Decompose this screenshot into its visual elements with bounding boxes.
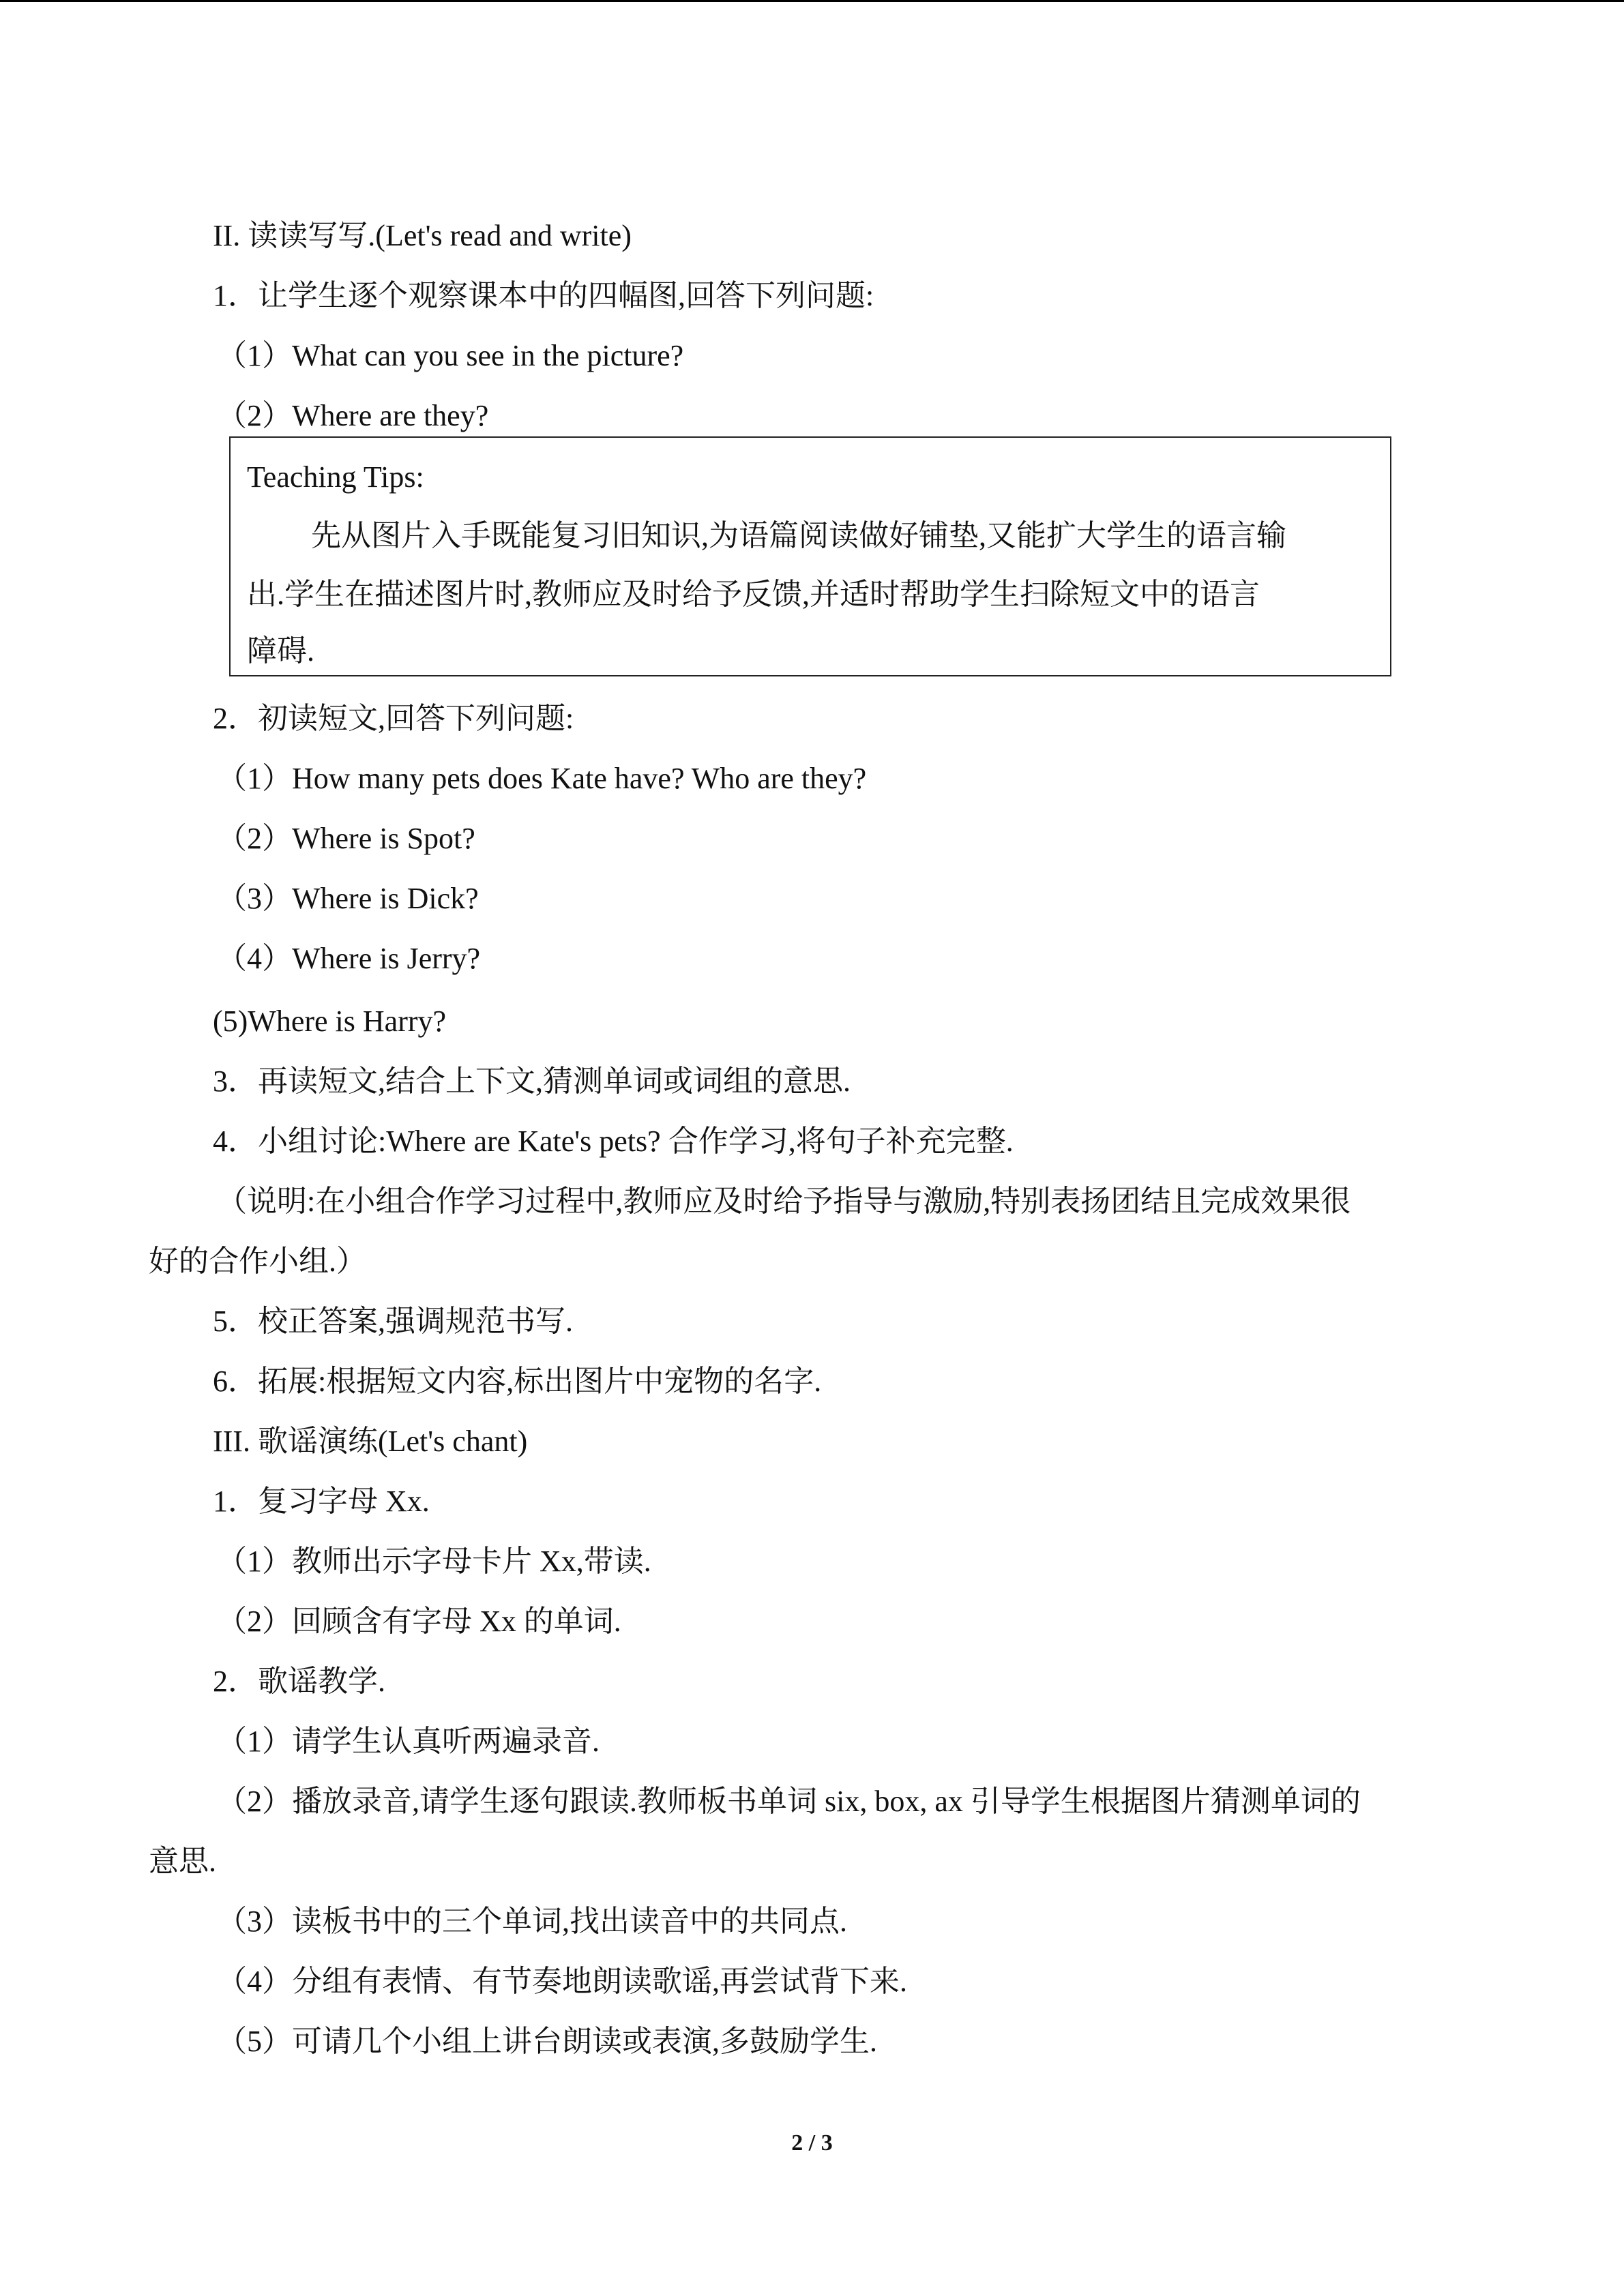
teaching-tips-line-1: 先从图片入手既能复习旧知识,为语篇阅读做好铺垫,又能扩大学生的语言输 [311, 519, 1286, 552]
teaching-tips-line-2: 出.学生在描述图片时,教师应及时给予反馈,并适时帮助学生扫除短文中的语言 [247, 578, 1260, 611]
chant-step-2: 2．歌谣教学. [213, 1665, 385, 1698]
read-step-4: 4．小组讨论:Where are Kate's pets? 合作学习,将句子补充完整. [213, 1124, 1014, 1158]
chant-step-2-item-5: （5）可请几个小组上讲台朗读或表演,多鼓励学生. [217, 2025, 877, 2058]
chant-step-2-item-3: （3）读板书中的三个单词,找出读音中的共同点. [217, 1905, 847, 1938]
chant-step-2-item-1: （1）请学生认真听两遍录音. [217, 1725, 600, 1758]
read-step-2-question-1: （1）How many pets does Kate have? Who are they? [217, 762, 867, 795]
chant-step-2-item-2-line-1: （2）播放录音,请学生逐句跟读.教师板书单词 six, box, ax 引导学生根据图片猜测单词的 [217, 1785, 1361, 1818]
read-step-5: 5．校正答案,强调规范书写. [213, 1304, 573, 1338]
read-step-1-question-2: （2）Where are they? [217, 399, 489, 432]
read-step-2-question-2: （2）Where is Spot? [217, 822, 475, 855]
chant-step-2-item-2-line-2: 意思. [149, 1845, 216, 1878]
read-step-6: 6．拓展:根据短文内容,标出图片中宠物的名字. [213, 1365, 822, 1398]
chant-step-1: 1．复习字母 Xx. [213, 1485, 430, 1518]
read-step-2-question-4: （4）Where is Jerry? [217, 942, 481, 975]
read-step-1-question-1: （1）What can you see in the picture? [217, 339, 684, 372]
teaching-tips-box [229, 436, 1391, 676]
teaching-tips-title: Teaching Tips: [247, 460, 424, 494]
section-heading-read-write: II. 读读写写.(Let's read and write) [213, 219, 632, 252]
read-step-4-note-line-1: （说明:在小组合作学习过程中,教师应及时给予指导与激励,特别表扬团结且完成效果很 [217, 1184, 1351, 1218]
read-step-2: 2．初读短文,回答下列问题: [213, 702, 574, 735]
read-step-2-question-5: (5)Where is Harry? [213, 1004, 447, 1038]
teaching-tips-line-3: 障碍. [247, 634, 314, 668]
section-heading-chant: III. 歌谣演练(Let's chant) [213, 1425, 528, 1458]
read-step-3: 3．再读短文,结合上下文,猜测单词或词组的意思. [213, 1064, 851, 1098]
read-step-4-note-line-2: 好的合作小组.） [149, 1244, 366, 1278]
read-step-1: 1．让学生逐个观察课本中的四幅图,回答下列问题: [213, 279, 874, 312]
chant-step-2-item-4: （4）分组有表情、有节奏地朗读歌谣,再尝试背下来. [217, 1965, 907, 1998]
chant-step-1-item-1: （1）教师出示字母卡片 Xx,带读. [217, 1545, 651, 1578]
read-step-2-question-3: （3）Where is Dick? [217, 882, 479, 915]
chant-step-1-item-2: （2）回顾含有字母 Xx 的单词. [217, 1605, 621, 1638]
top-border [0, 0, 1624, 2]
page-number: 2 / 3 [791, 2130, 833, 2156]
